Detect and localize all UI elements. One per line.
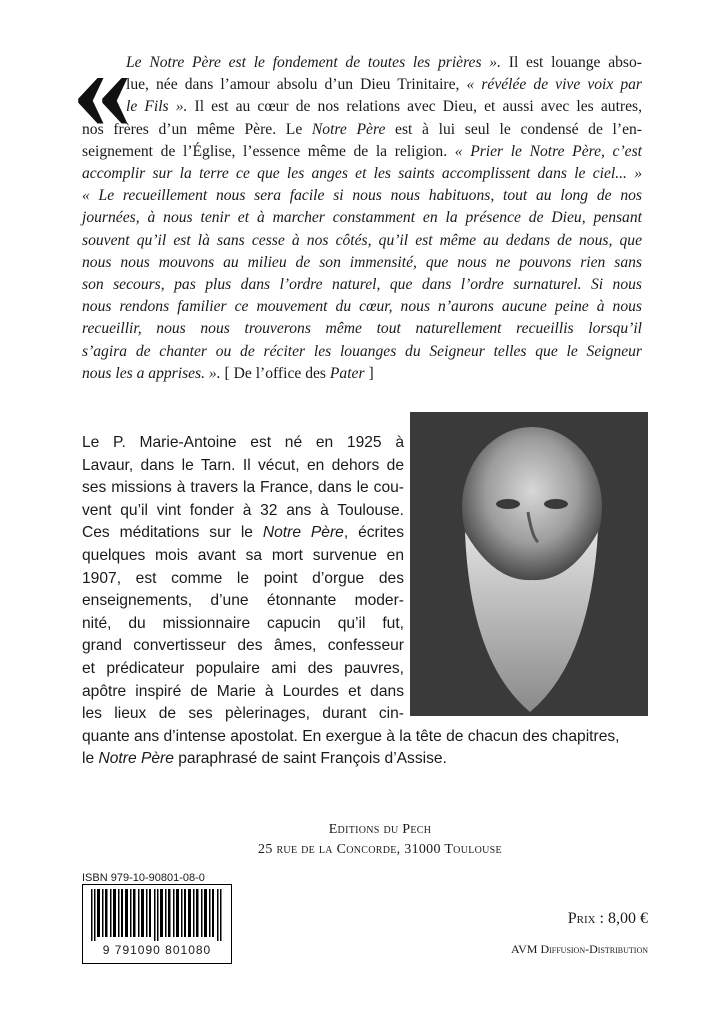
distributor-label: AVM Diffusion-Distribution	[510, 942, 648, 956]
quote-line: nous rendons familier ce mouvement du cœur, nous n’aurons aucune peine à nous	[82, 298, 642, 316]
quote-line: nous les a apprises. ». [ De l’office des Pater ]	[82, 364, 374, 382]
bio-line: Ces méditations sur le Notre Père, écrites	[82, 524, 405, 542]
quote-line: journées, à nous tenir et à marcher constamment en la présence de Dieu, pensant	[82, 209, 642, 227]
quote-line: Le Notre Père est le fondement de toutes les prières ». Il est louange abso-	[126, 54, 642, 71]
bio-line: et prédicateur populaire ami des pauvres,	[82, 659, 404, 677]
quote-block	[82, 52, 643, 385]
price-label: Prix : 8,00 €	[567, 910, 648, 927]
bio-line: ses missions à travers la France, dans le cou-	[82, 479, 404, 497]
quote-line: lue, née dans l’amour absolu d’un Dieu Trinitaire, « révélée de vive voix par	[126, 76, 643, 94]
bio-line: apôtre inspiré de Marie à Lourdes et dans	[82, 682, 404, 700]
quote-line: nous nous mouvons au milieu de son immensité, que nous ne pouvons rien sans	[82, 253, 642, 271]
bio-line: 1907, est comme le point d’orgue des	[82, 569, 404, 587]
quote-line: « Le recueillement nous sera facile si nous nous habituons, tout au long de nos	[82, 187, 642, 205]
barcode-icon	[91, 889, 223, 941]
quote-line: son secours, pas plus dans l’ordre naturel, que dans l’ordre surnaturel. Si nous	[82, 276, 642, 294]
bio-line: le Notre Père paraphrasé de saint François d’Assise.	[82, 750, 447, 768]
publisher-address: 25 rue de la Concorde, 31000 Toulouse	[258, 842, 502, 857]
opening-quote-mark: «	[72, 21, 122, 154]
author-biography	[82, 432, 648, 771]
bio-line: quante ans d’intense apostolat. En exergue à la tête de chacun des chapitres,	[82, 727, 620, 745]
bio-line: nité, du missionnaire capucin qu’il fut,	[82, 614, 404, 632]
quote-line: souvent qu’il est là sans cesse à nos côtés, qu’il est même au dedans de nous, que	[82, 231, 642, 249]
quote-line: seignement de l’Église, l’essence même de la religion. « Prier le Notre Père, c’est	[82, 142, 642, 160]
isbn-label: ISBN 979-10-90801-08-0	[82, 872, 205, 884]
barcode-digits: 9 791090 801080	[102, 943, 212, 957]
publisher-name: Editions du Pech	[328, 822, 432, 837]
barcode	[82, 884, 232, 964]
quote-line: s’agira de chanter ou de réciter les louanges du Seigneur telles que le Seigneur	[82, 342, 642, 360]
bio-line: les lieux de ses pèlerinages, durant cin-	[82, 705, 404, 723]
quote-line: nos frères d’un même Père. Le Notre Père est à lui seul le condensé de l’en-	[82, 120, 642, 138]
bio-line: vent qu’il vint fonder à 32 ans à Toulouse.	[82, 501, 404, 519]
bio-line: enseignements, d’une étonnante moder-	[82, 592, 404, 610]
bio-line: grand convertisseur des âmes, confesseur	[82, 637, 404, 655]
quote-line: le Fils ». Il est au cœur de nos relations avec Dieu, et aussi avec les autres,	[126, 98, 642, 116]
quote-line: recueillir, nous nous trouverons même tout naturellement recueillis lorsqu’il	[82, 320, 642, 338]
bio-line: Le P. Marie-Antoine est né en 1925 à	[82, 434, 404, 451]
quote-line: accomplir sur la terre ce que les anges et les saints accomplissent dans le ciel... »	[82, 165, 642, 183]
publisher-info	[170, 820, 590, 860]
bio-line: Lavaur, dans le Tarn. Il vécut, en dehors de	[82, 456, 404, 474]
bio-line: quelques mois avant sa mort survenue en	[82, 546, 404, 564]
